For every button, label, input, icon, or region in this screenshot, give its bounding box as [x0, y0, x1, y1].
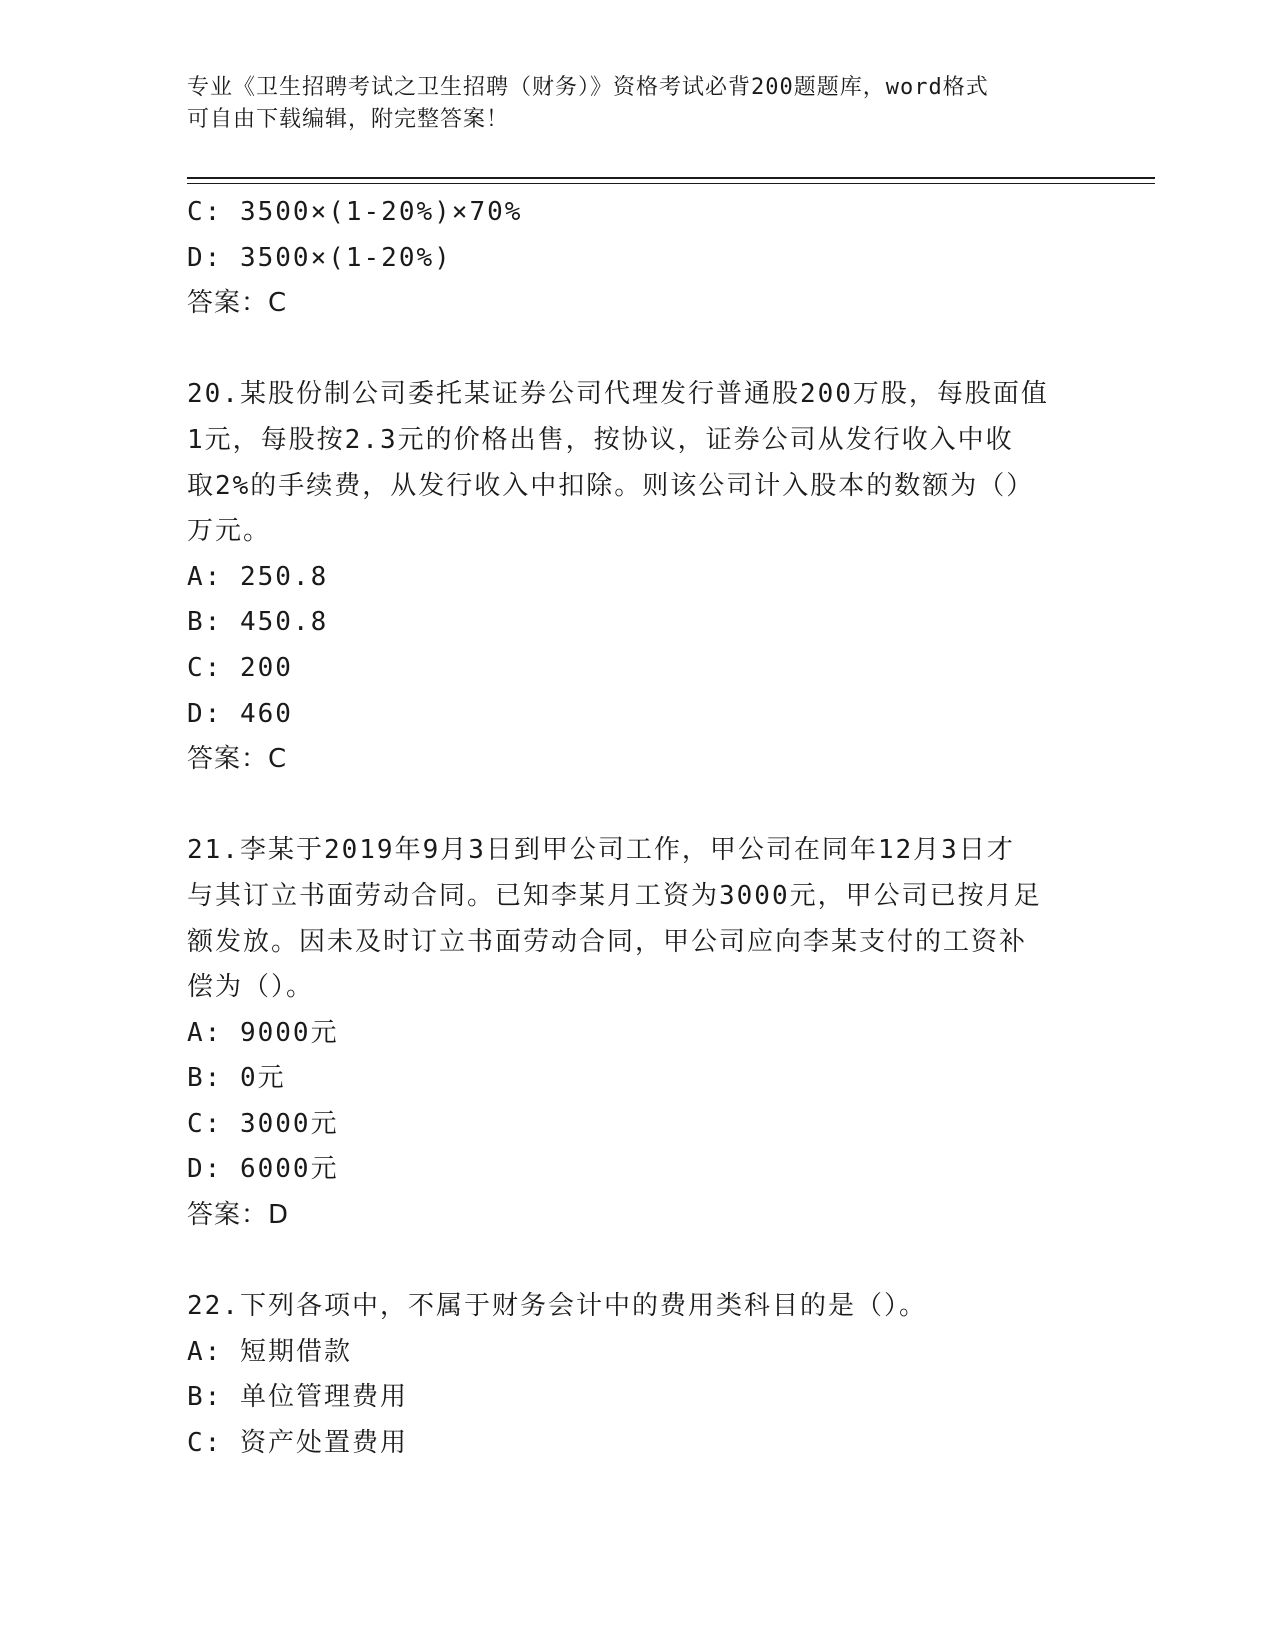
document-body	[187, 190, 1067, 1467]
q20-option-d: D: 460	[187, 698, 293, 729]
q20-stem-line: 取2%的手续费，从发行收入中扣除。则该公司计入股本的数额为（）	[187, 470, 1035, 501]
q22-option-c: C: 资产处置费用	[187, 1428, 408, 1459]
header-rule-thick	[187, 177, 1155, 179]
spacer	[187, 327, 1067, 373]
question-21	[187, 828, 1067, 1238]
header-line-1: 专业《卫生招聘考试之卫生招聘（财务）》资格考试必背200题题库，word格式	[187, 75, 989, 100]
question-22	[187, 1284, 1067, 1466]
q21-stem-line: 21.李某于2019年9月3日到甲公司工作，甲公司在同年12月3日才	[187, 835, 1015, 866]
q20-option-c: C: 200	[187, 652, 293, 683]
q21-option-b: B: 0元	[187, 1063, 286, 1094]
q21-stem-line: 偿为（）。	[187, 972, 315, 1003]
q22-option-b: B: 单位管理费用	[187, 1382, 408, 1413]
question-20	[187, 372, 1067, 782]
q21-option-a: A: 9000元	[187, 1017, 339, 1048]
header-line-2: 可自由下载编辑，附完整答案！	[187, 107, 510, 132]
q20-stem-line: 1元，每股按2.3元的价格出售，按协议，证券公司从发行收入中收	[187, 424, 1014, 455]
q19-option-c: C: 3500×(1-20%)×70%	[187, 197, 523, 227]
q21-stem-line: 额发放。因未及时订立书面劳动合同，甲公司应向李某支付的工资补	[187, 926, 1028, 957]
document-header	[187, 72, 1087, 136]
q21-option-d: D: 6000元	[187, 1154, 339, 1185]
q20-answer: 答案：C	[187, 744, 288, 775]
q21-answer: 答案：D	[187, 1200, 290, 1231]
q20-stem-line: 20.某股份制公司委托某证券公司代理发行普通股200万股，每股面值	[187, 379, 1049, 410]
q22-stem-line: 22.下列各项中，不属于财务会计中的费用类科目的是（）。	[187, 1291, 927, 1322]
q22-option-a: A: 短期借款	[187, 1336, 352, 1367]
spacer	[187, 783, 1067, 829]
q19-answer: 答案：C	[187, 288, 288, 319]
q21-stem-line: 与其订立书面劳动合同。已知李某月工资为3000元，甲公司已按月足	[187, 880, 1042, 911]
spacer	[187, 1239, 1067, 1285]
q20-option-a: A: 250.8	[187, 561, 329, 592]
q19-option-d: D: 3500×(1-20%)	[187, 242, 452, 273]
header-rule-thin	[187, 183, 1155, 184]
q20-stem-line: 万元。	[187, 516, 272, 547]
q21-option-c: C: 3000元	[187, 1108, 339, 1139]
q20-option-b: B: 450.8	[187, 607, 329, 638]
